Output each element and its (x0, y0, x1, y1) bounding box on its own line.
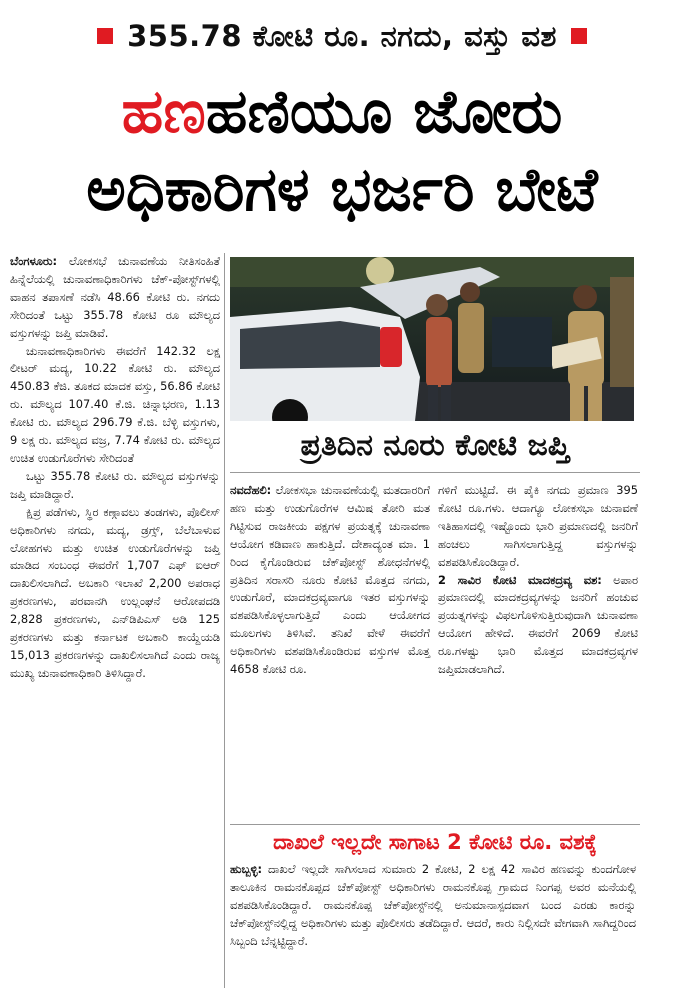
left-story (10, 253, 220, 683)
right-paragraph-2: ಅಪಾರ ಪ್ರಮಾಣದಲ್ಲಿ ಮಾದಕದ್ರವ್ಯಗಳನ್ನು ಜನರಿಗೆ ಹಂಚುವ ಪ್ರಯತ್ನಗಳನ್ನು ವಿಫಲಗೊಳಿಸುತ್ತಿರುವುದಾಗಿ ಚುನಾವಣಾ ಆಯೋಗ ಹೇಳಿದೆ. ಈವರೆಗೆ 2069 ಕೋಟಿ ರೂ.ಗಳಷ್ಟು ಭಾರಿ ಮೊತ್ತದ ಮಾದಕದ್ರವ್ಯಗಳ ಜಪ್ತಿಮಾಡಲಾಗಿದೆ. (438, 572, 638, 677)
headline-line-2: ಅಧಿಕಾರಿಗಳ ಭರ್ಜರಿ ಬೇಟೆ (86, 155, 598, 225)
left-paragraph-2: ಚುನಾವಣಾಧಿಕಾರಿಗಳು ಈವರೆಗೆ 142.32 ಲಕ್ಷ ಲೀಟರ್ ಮದ್ಯ, 10.22 ಕೋಟಿ ರು. ಮೌಲ್ಯದ 450.83 ಕೆಜಿ. ತೂಕದ ಮಾದಕ ವಸ್ತು, 56.86 ಕೋಟಿ ರು. ಮೌಲ್ಯದ 107.40 ಕೆ.ಜಿ. ಚಿನ್ನಾಭರಣ, 1.13 ಕೋಟಿ ರು. ಮೌಲ್ಯದ 296.79 ಕೆ.ಜಿ. ಬೆಳ್ಳಿ ವಸ್ತುಗಳು, 9 ಲಕ್ಷ ರು. ಮೌಲ್ಯದ ವಜ್ರ, 7.74 ಕೋಟಿ ರು. ಮೌಲ್ಯದ ಉಚಿತ ಉಡುಗೊರೆಗಳು ಸೇರಿದಂತೆ (10, 343, 220, 465)
red-square-bullet-right (571, 28, 587, 44)
kicker-strap (0, 14, 684, 58)
red-square-bullet-left (97, 28, 113, 44)
sub-headline: ಪ್ರತಿದಿನ ನೂರು ಕೋಟಿ ಜಪ್ತಿ (300, 428, 570, 463)
left-paragraph-4: ಕ್ಷಿಪ್ರ ಪಡೆಗಳು, ಸ್ಥಿರ ಕಣ್ಗಾವಲು ತಂಡಗಳು, ಪೊಲೀಸ್ ಅಧಿಕಾರಿಗಳು ನಗದು, ಮದ್ಯ, ಡ್ರಗ್ಸ್, ಬೆಲೆಬಾಳುವ ಲೋಹಗಳು ಮತ್ತು ಉಚಿತ ಉಡುಗೊರೆಗಳನ್ನು ಜಪ್ತಿ ಮಾಡಿದ ಸಂಬಂಧ ಈವರೆಗೆ 1,707 ಎಫ್ ಐಆರ್ ದಾಖಲಿಸಲಾಗಿದೆ. ಅಬಕಾರಿ ಇಲಾಖೆ 2,200 ಅಪರಾಧ ಪ್ರಕರಣಗಳು, ಪರವಾನಗಿ ಉಲ್ಲಂಘನೆ ಆರೋಪದಡಿ 2,828 ಪ್ರಕರಣಗಳು, ಎನ್‌ಡಿಪಿಎಸ್ ಅಡಿ 125 ಪ್ರಕರಣಗಳು ಮತ್ತು ಕರ್ನಾಟಕ ಅಬಕಾರಿ ಕಾಯ್ದೆಯಡಿ 15,013 ಪ್ರಕರಣಗಳನ್ನು ದಾಖಲಿಸಲಾಗಿದೆ ಎಂದು ರಾಜ್ಯ ಮುಖ್ಯ ಚುನಾವಣಾಧಿಕಾರಿ ತಿಳಿಸಿದ್ದಾರೆ. (10, 504, 220, 680)
checkpost-photo-illustration (230, 257, 634, 421)
mid-dateline: ನವದೆಹಲಿ: (230, 483, 272, 497)
bottom-dateline: ಹುಬ್ಬಳ್ಳಿ: (230, 862, 263, 876)
checkpost-photo (230, 257, 634, 421)
right-minihead: 2 ಸಾವಿರ ಕೋಟಿ ಮಾದಕದ್ರವ್ಯ ವಶ: (438, 572, 602, 587)
middle-story (230, 482, 430, 679)
right-paragraph-1: ಗಳಿಗೆ ಮುಟ್ಟಿದೆ. ಈ ಪೈಕಿ ನಗದು ಪ್ರಮಾಣ 395 ಕೋಟಿ ರೂ.ಗಳು. ಆದಾಗ್ಯೂ ಲೋಕಸಭಾ ಚುನಾವಣೆ ಇತಿಹಾಸದಲ್ಲಿ ಇಷ್ಟೊಂದು ಭಾರಿ ಪ್ರಮಾಣದಲ್ಲಿ ಜನರಿಗೆ ಹಂಚಲು ಸಾಗಿಸಲಾಗುತ್ತಿದ್ದ ವಸ್ತುಗಳನ್ನು ವಶಪಡಿಸಿಕೊಂಡಿದ್ದಾರೆ. (438, 483, 638, 569)
mid-paragraph-1: ಲೋಕಸಭಾ ಚುನಾವಣೆಯಲ್ಲಿ ಮತದಾರರಿಗೆ ಹಣ ಮತ್ತು ಉಡುಗೊರೆಗಳ ಆಮಿಷ ತೋರಿ ಮತ ಗಿಟ್ಟಿಸುವ ರಾಜಕೀಯ ಪಕ್ಷಗಳ ಪ್ರಯತ್ನಕ್ಕೆ ಚುನಾವಣಾ ಆಯೋಗ ಕಡಿವಾಣ ಹಾಕುತ್ತಿದೆ. ದೇಶಾದ್ಯಂತ ಮಾ. 1 ರಿಂದ ಕೈಗೊಂಡಿರುವ ಚೆಕ್‌ಪೋಸ್ಟ್ ಶೋಧನೆಗಳಲ್ಲಿ ಪ್ರತಿದಿನ ಸರಾಸರಿ ನೂರು ಕೋಟಿ ಮೊತ್ತದ ನಗದು, ಉಡುಗೊರೆ, ಮಾದಕದ್ರವ್ಯವಾಗೂ ಇತರ ವಸ್ತುಗಳನ್ನು ವಶಪಡಿಸಿಕೊಳ್ಳಲಾಗುತ್ತಿದೆ ಎಂದು ಆಯೋಗದ ಮೂಲಗಳು ತಿಳಿಸಿವೆ. ತನಿಖೆ ವೇಳೆ ಈವರೆಗೆ ಅಧಿಕಾರಿಗಳು ವಶಪಡಿಸಿಕೊಂಡಿರುವ ವಸ್ತುಗಳ ಮೊತ್ತ 4658 ಕೋಟಿ ರೂ. (230, 483, 430, 677)
left-paragraph-1: ಲೋಕಸಭೆ ಚುನಾವಣೆಯ ನೀತಿಸಂಹಿತೆ ಹಿನ್ನೆಲೆಯಲ್ಲಿ ಚುನಾವಣಾಧಿಕಾರಿಗಳು ಚೆಕ್-ಪೋಸ್ಟ್‌ಗಳಲ್ಲಿ ವಾಹನ ತಪಾಸಣೆ ನಡೆಸಿ 48.66 ಕೋಟಿ ರು. ನಗದು ಸೇರಿದಂತೆ ಒಟ್ಟು 355.78 ಕೋಟಿ ರೂ ಮೌಲ್ಯದ ವಸ್ತುಗಳನ್ನು ಜಪ್ತಿ ಮಾಡಿವೆ. (10, 254, 221, 340)
bottom-story-headline: ದಾಖಲೆ ಇಲ್ಲದೇ ಸಾಗಾಟ 2 ಕೋಟಿ ರೂ. ವಶಕ್ಕೆ (273, 830, 597, 854)
headline-line-1-rest: ಹಣಿಯೂ ಜೋರು (205, 77, 563, 147)
right-story (438, 482, 638, 679)
headline-red-word: ಹಣ (121, 77, 206, 147)
kicker-text: 355.78 ಕೋಟಿ ರೂ. ನಗದು, ವಸ್ತು ವಶ (127, 18, 557, 53)
headline-line-1 (0, 77, 684, 147)
subhead-rule (230, 472, 640, 473)
bottom-paragraph-1: ದಾಖಲೆ ಇಲ್ಲದೇ ಸಾಗಿಸಲಾದ ಸುಮಾರು 2 ಕೋಟಿ, 2 ಲಕ್ಷ 42 ಸಾವಿರ ಹಣವನ್ನು ಕುಂದಗೋಳ ತಾಲೂಕಿನ ರಾಮನಕೊಪ್ಪದ ಚೆಕ್‌ಪೋಸ್ಟ್ ಅಧಿಕಾರಿಗಳು ರಾಮನಕೊಪ್ಪ ಗ್ರಾಮದ ನಿಂಗಪ್ಪ ಅವರ ಮನೆಯಲ್ಲಿ ವಶಪಡಿಸಿಕೊಂಡಿದ್ದಾರೆ. ರಾಮನಕೊಪ್ಪ ಚೆಕ್‌ಪೋಸ್ಟ್‌ನಲ್ಲಿ ಅನುಮಾನಾಸ್ಪದವಾಗ ಬಂದ ಎರಡು ಕಾರನ್ನು ಚೆಕ್‌ಪೋಸ್ಟ್‌ನಲ್ಲಿದ್ದ ಅಧಿಕಾರಿಗಳು ಮತ್ತು ಪೊಲೀಸರು ತಡೆದಿದ್ದಾರೆ. ಆದರೆ, ಕಾರು ನಿಲ್ಲಿಸದೇ ವೇಗವಾಗಿ ಸಾಗಿದ್ದರಿಂದ ಸಿಬ್ಬಂದಿ ಬೆನ್ನಟ್ಟಿದ್ದಾರೆ. (230, 862, 636, 948)
column-divider (224, 253, 225, 988)
left-paragraph-3: ಒಟ್ಟು 355.78 ಕೋಟಿ ರು. ಮೌಲ್ಯದ ವಸ್ತುಗಳನ್ನು ಜಪ್ತಿ ಮಾಡಿದ್ದಾರೆ. (10, 468, 220, 501)
bottom-story-rule (230, 824, 640, 825)
bottom-story (230, 861, 636, 951)
left-dateline: ಬೆಂಗಳೂರು: (10, 254, 58, 268)
